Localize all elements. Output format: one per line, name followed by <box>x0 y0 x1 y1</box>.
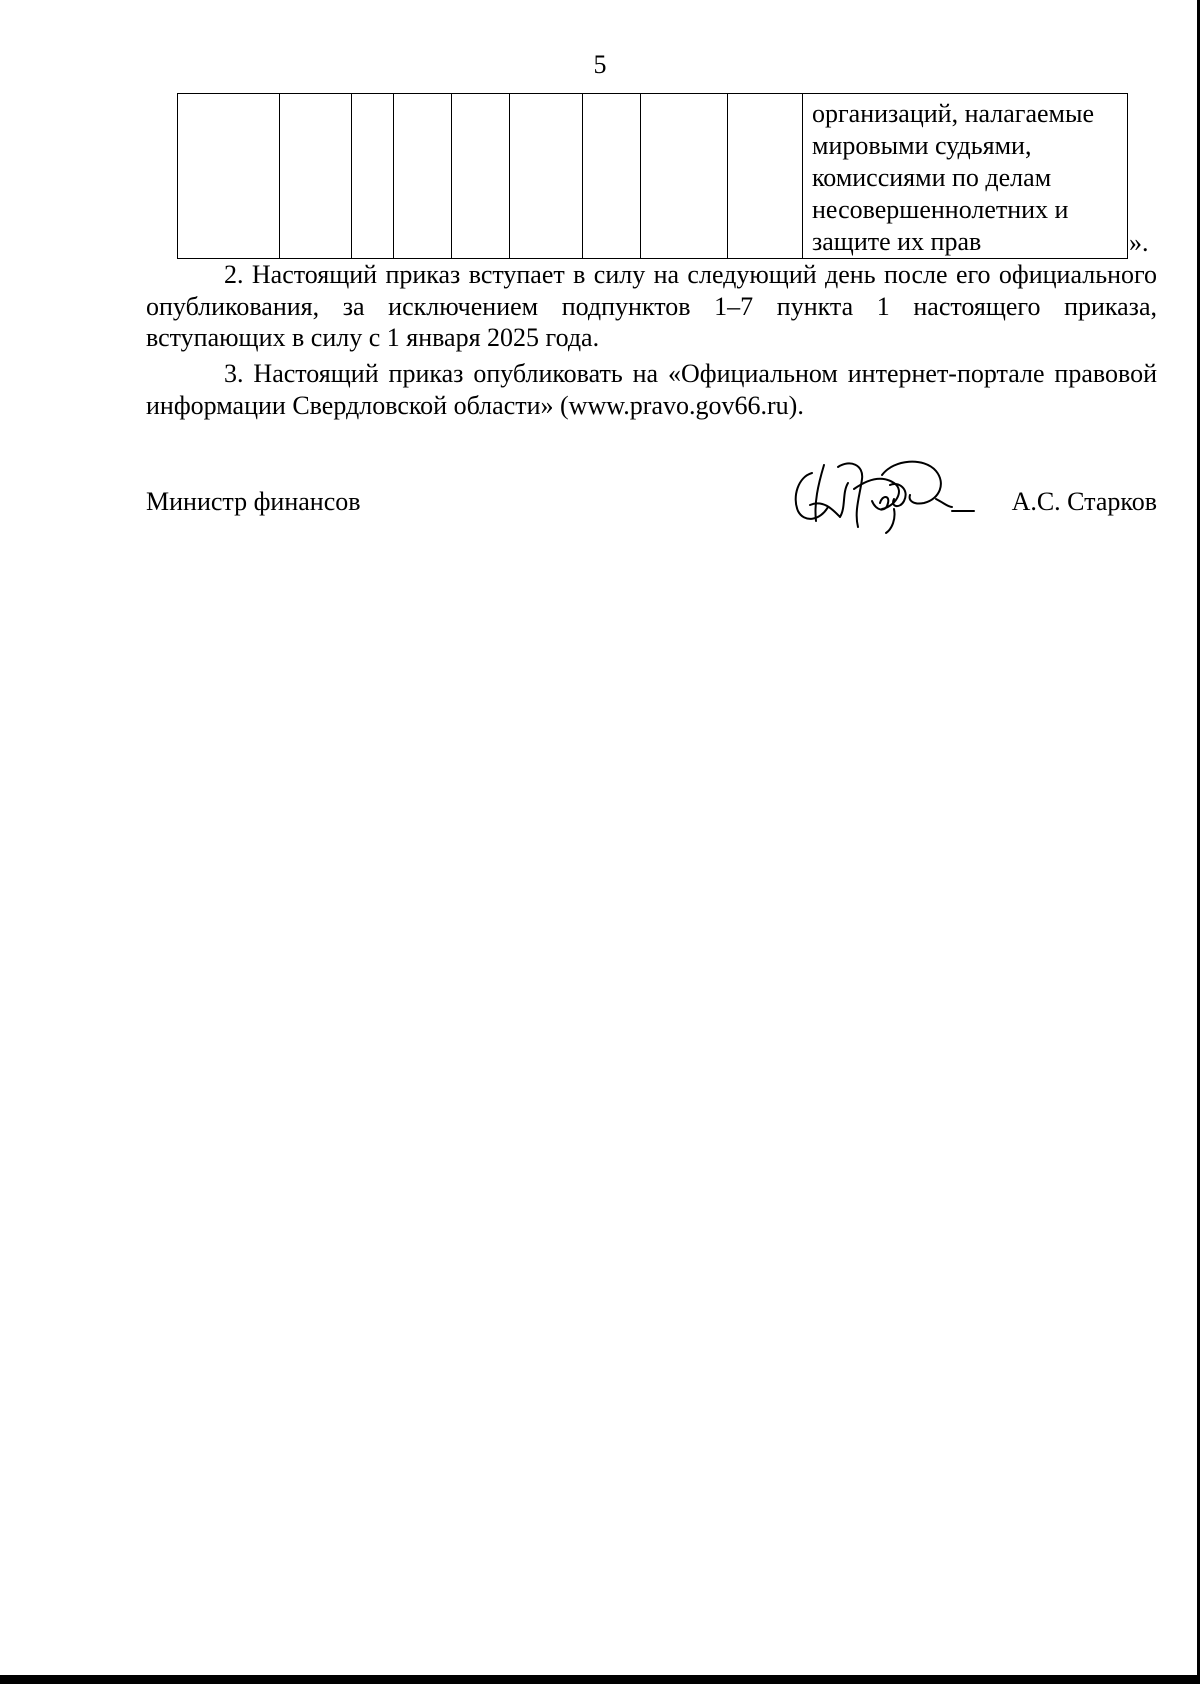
table-cell-empty <box>641 94 728 259</box>
page-number: 5 <box>593 50 607 79</box>
table-cell-empty <box>583 94 641 259</box>
table-row <box>178 94 1128 259</box>
table-cell-empty <box>510 94 583 259</box>
table-continuation <box>177 93 1128 259</box>
paragraph-3: 3. Настоящий приказ опубликовать на «Официальном интернет-портале правовой информации Свердловской области» (www.pravo.gov66.ru). <box>146 359 1157 420</box>
signatory-title: Министр финансов <box>146 487 361 516</box>
table-cell-empty <box>178 94 280 259</box>
table-cell-empty <box>352 94 394 259</box>
paragraph-2: 2. Настоящий приказ вступает в силу на следующий день после его официального опубликования, за исключением подпунктов 1–7 пункта 1 настоящего приказа, вступающих в силу с 1 января 2025 года. <box>146 260 1157 352</box>
table-cell-empty <box>394 94 452 259</box>
table-cell-empty <box>280 94 352 259</box>
signatory-name: А.С. Старков <box>1011 487 1157 516</box>
table-cell-empty <box>728 94 803 259</box>
closing-quote: ». <box>1129 228 1149 257</box>
handwritten-signature <box>790 455 980 535</box>
table-cell-empty <box>452 94 510 259</box>
table-cell-text: организаций, налагаемые мировыми судьями, комиссиями по делам несовершеннолетних и защите их прав <box>803 94 1128 259</box>
scan-border-bottom <box>0 1675 1200 1684</box>
